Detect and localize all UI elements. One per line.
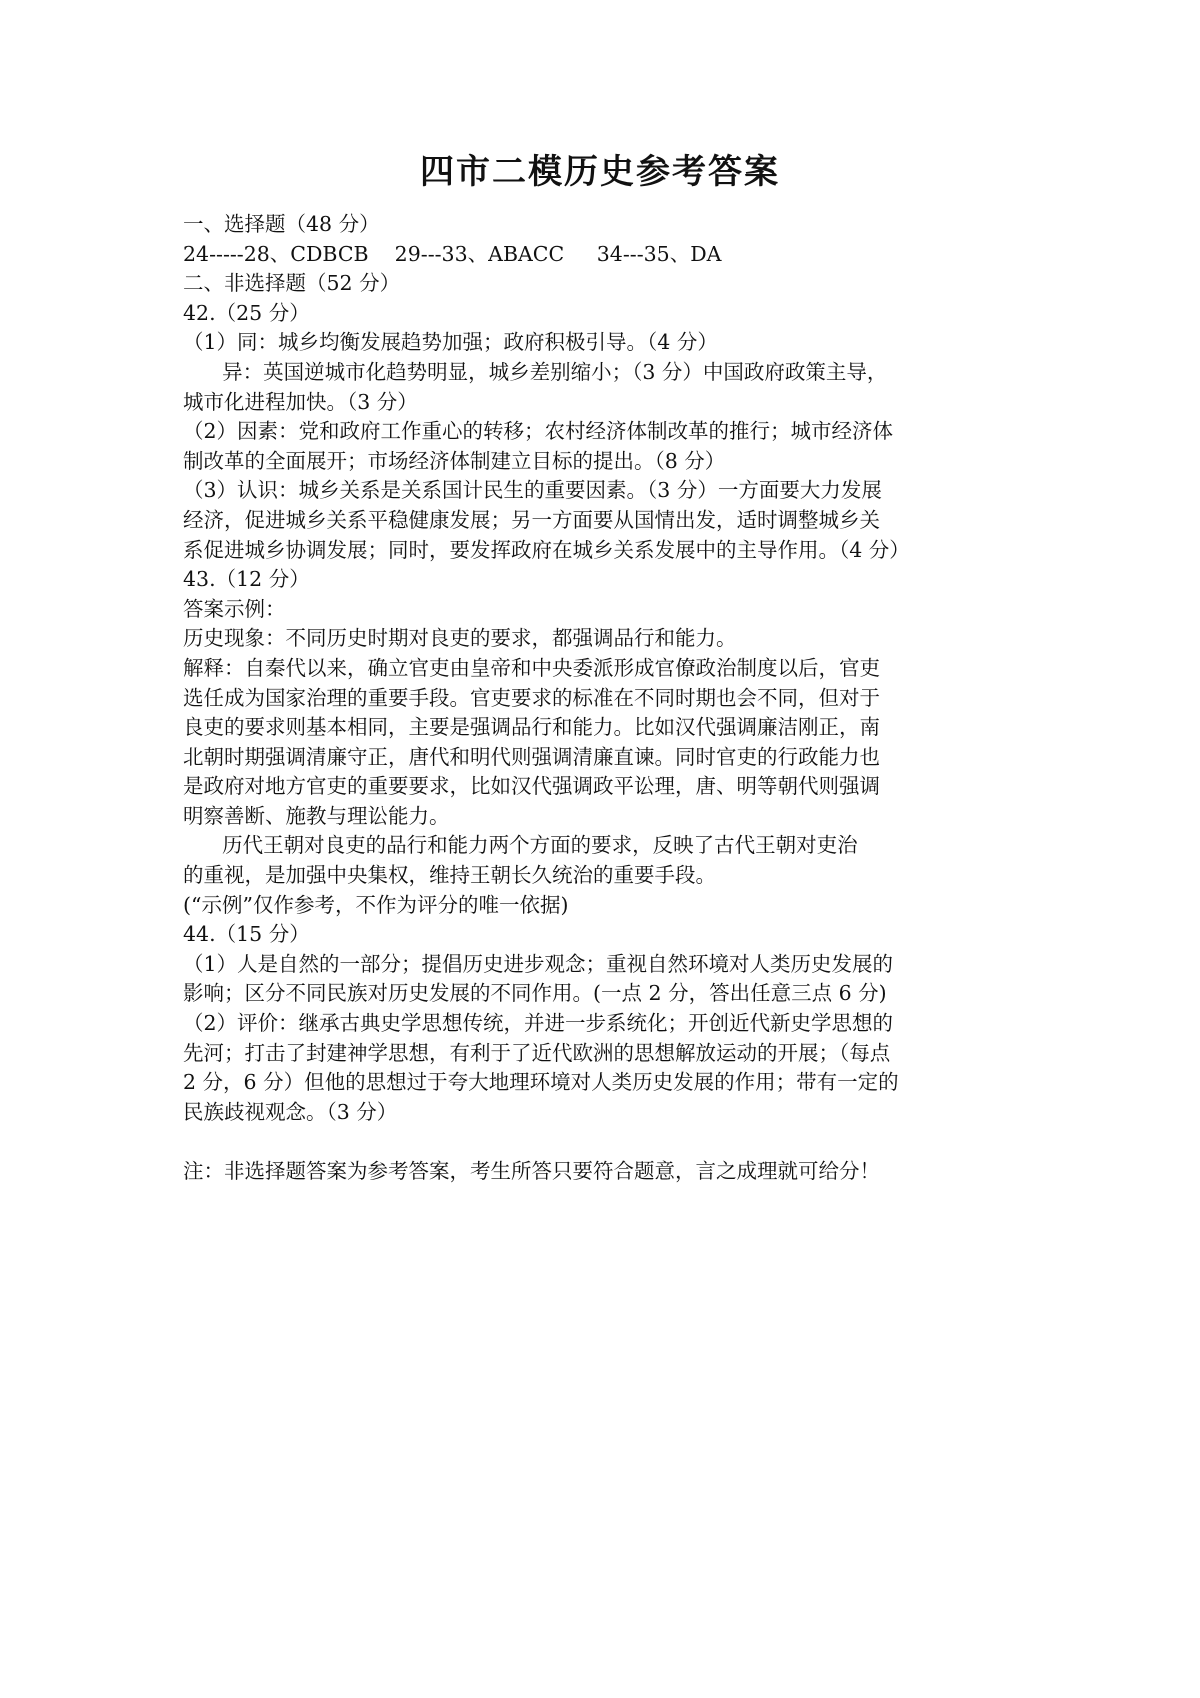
text-line: 良吏的要求则基本相同，主要是强调品行和能力。比如汉代强调廉洁刚正，南	[183, 715, 880, 740]
answer-body	[183, 210, 1023, 1187]
text-line: (“示例”仅作参考，不作为评分的唯一依据)	[183, 892, 569, 917]
page-title: 四市二模历史参考答案	[420, 152, 780, 192]
text-line: 先河；打击了封建神学思想，有利于了近代欧洲的思想解放运动的开展；（每点	[183, 1040, 891, 1065]
text-line: 北朝时期强调清廉守正，唐代和明代则强调清廉直谏。同时官吏的行政能力也	[183, 744, 880, 769]
text-line: 2 分，6 分）但他的思想过于夸大地理环境对人类历史发展的作用；带有一定的	[183, 1070, 899, 1095]
text-line: （1）同：城乡均衡发展趋势加强；政府积极引导。（4 分）	[183, 330, 718, 355]
text-line: 系促进城乡协调发展；同时，要发挥政府在城乡关系发展中的主导作用。（4 分）	[183, 537, 910, 562]
text-line: 的重视，是加强中央集权，维持王朝长久统治的重要手段。	[183, 863, 716, 888]
text-line: （3）认识：城乡关系是关系国计民生的重要因素。（3 分）一方面要大力发展	[183, 478, 882, 503]
text-line: 影响；区分不同民族对历史发展的不同作用。(一点 2 分，答出任意三点 6 分)	[183, 981, 887, 1006]
spacer	[183, 1127, 1023, 1157]
text-line: 民族歧视观念。（3 分）	[183, 1099, 398, 1124]
text-line: 二、非选择题（52 分）	[183, 271, 401, 296]
text-line: 是政府对地方官吏的重要要求，比如汉代强调政平讼理，唐、明等朝代则强调	[183, 774, 880, 799]
text-line: 经济，促进城乡关系平稳健康发展；另一方面要从国情出发，适时调整城乡关	[183, 507, 880, 532]
text-line: 制改革的全面展开；市场经济体制建立目标的提出。（8 分）	[183, 448, 726, 473]
text-line: （1）人是自然的一部分；提倡历史进步观念；重视自然环境对人类历史发展的	[183, 951, 894, 976]
text-line: 历史现象：不同历史时期对良吏的要求，都强调品行和能力。	[183, 626, 737, 651]
text-line: 明察善断、施教与理讼能力。	[183, 803, 450, 828]
text-line: 答案示例：	[183, 596, 286, 621]
text-line: 43.（12 分）	[183, 567, 310, 592]
text-line: 24-----28、CDBCB 29---33、ABACC 34---35、DA	[183, 241, 722, 266]
text-line: 选任成为国家治理的重要手段。官吏要求的标准在不同时期也会不同，但对于	[183, 685, 880, 710]
text-line: 解释：自秦代以来，确立官吏由皇帝和中央委派形成官僚政治制度以后，官吏	[183, 655, 880, 680]
text-line: （2）评价：继承古典史学思想传统，并进一步系统化；开创近代新史学思想的	[183, 1011, 894, 1036]
text-line: （2）因素：党和政府工作重心的转移；农村经济体制改革的推行；城市经济体	[183, 419, 894, 444]
text-line: 历代王朝对良吏的品行和能力两个方面的要求，反映了古代王朝对吏治	[183, 833, 858, 858]
text-line: 一、选择题（48 分）	[183, 212, 380, 236]
text-line: 城市化进程加快。（3 分）	[183, 389, 418, 414]
text-line: 44.（15 分）	[183, 922, 310, 947]
text-line: 异：英国逆城市化趋势明显，城乡差别缩小；（3 分）中国政府政策主导，	[183, 359, 888, 384]
text-line: 42.（25 分）	[183, 300, 310, 325]
note-line: 注：非选择题答案为参考答案，考生所答只要符合题意，言之成理就可给分！	[183, 1159, 880, 1184]
